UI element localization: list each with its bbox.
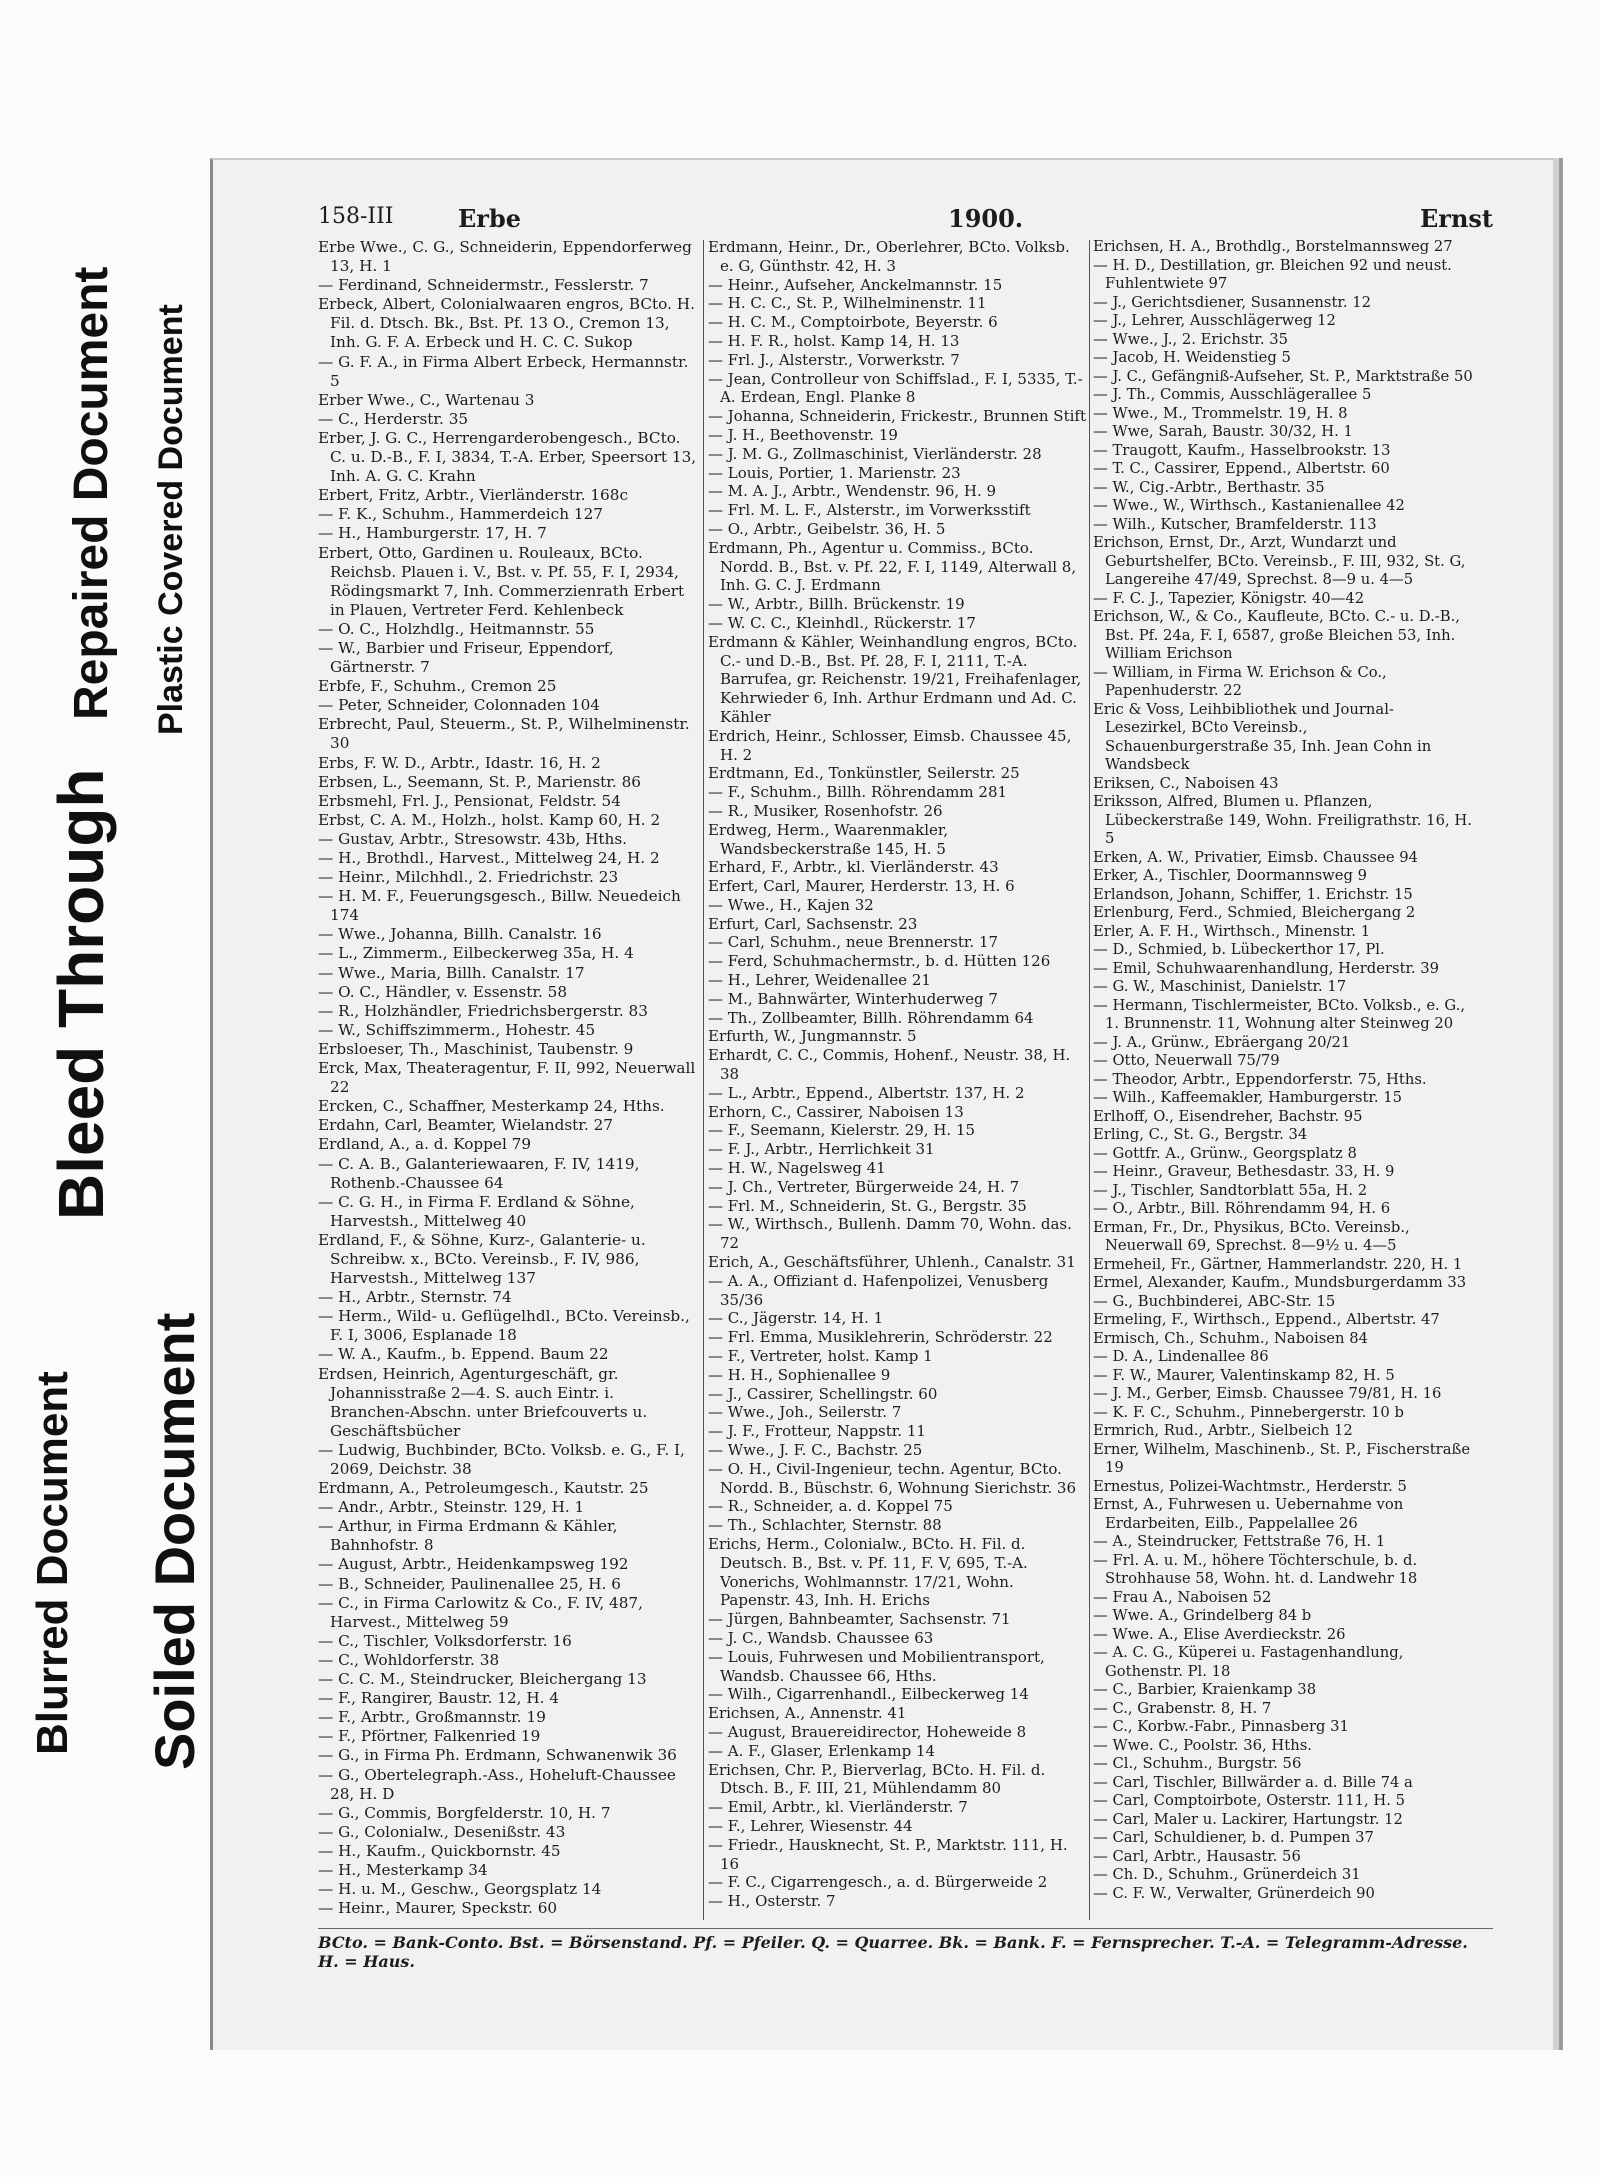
directory-entry: — Wwe., W., Wirthsch., Kastanienallee 42 bbox=[1093, 497, 1405, 514]
directory-entry: Erbsen, L., Seemann, St. P., Marienstr. 86 bbox=[318, 772, 641, 791]
directory-entry: — Wilh., Cigarrenhandl., Eilbeckerweg 14 bbox=[708, 1685, 1029, 1704]
directory-entry: — Frl. A. u. M., höhere Töchterschule, b. d. Strohhause 58, Wohn. ht. d. Landwehr 18 bbox=[1093, 1551, 1418, 1587]
directory-entry: — Jacob, H. Weidenstieg 5 bbox=[1093, 349, 1291, 366]
directory-entry: — F., Schuhm., Billh. Röhrendamm 281 bbox=[708, 783, 1008, 802]
directory-entry: — A. A., Offiziant d. Hafenpolizei, Venusberg 35/36 bbox=[708, 1271, 1049, 1309]
directory-entry: Erichsen, Chr. P., Bierverlag, BCto. H. Fil. d. Dtsch. B., F. III, 21, Mühlendamm 80 bbox=[708, 1760, 1046, 1798]
directory-entry: — W., Cig.-Arbtr., Berthastr. 35 bbox=[1093, 478, 1325, 496]
directory-entry: — H. C. C., St. P., Wilhelminenstr. 11 bbox=[708, 294, 987, 313]
directory-entry: — W., Schiffszimmerm., Hohestr. 45 bbox=[318, 1020, 596, 1039]
directory-entry: — J., Cassirer, Schellingstr. 60 bbox=[708, 1384, 938, 1403]
label-plastic-covered-document: Plastic Covered Document bbox=[152, 304, 190, 735]
directory-entry: Erber, J. G. C., Herrengarderobengesch., BCto. C. u. D.-B., F. I, 3834, T.-A. Erber, Speersort 13, Inh. A. G. C. Krahn bbox=[318, 428, 697, 486]
directory-entry: Ermisch, Ch., Schuhm., Naboisen 84 bbox=[1093, 1329, 1368, 1347]
directory-entry: Erichsen, A., Annenstr. 41 bbox=[708, 1704, 907, 1723]
directory-entry: — Carl, Tischler, Billwärder a. d. Bille 74 a bbox=[1093, 1773, 1413, 1791]
directory-entry: Erbfe, F., Schuhm., Cremon 25 bbox=[318, 677, 557, 696]
directory-entry: Erdtmann, Ed., Tonkünstler, Seilerstr. 25 bbox=[708, 764, 1020, 783]
directory-entry: — J. F., Frotteur, Nappstr. 11 bbox=[708, 1422, 926, 1441]
directory-entry: Erdmann, Ph., Agentur u. Commiss., BCto. Nordd. B., Bst. v. Pf. 22, F. I, 1149, Alterwall 8, Inh. G. C. J. Erdmann bbox=[708, 538, 1077, 595]
directory-entry: — August, Brauereidirector, Hoheweide 8 bbox=[708, 1722, 1027, 1741]
directory-entry: — H., Hamburgerstr. 17, H. 7 bbox=[318, 524, 547, 543]
directory-entry: Erfurth, W., Jungmannstr. 5 bbox=[708, 1027, 917, 1046]
directory-entry: Erbe Wwe., C. G., Schneiderin, Eppendorferweg 13, H. 1 bbox=[318, 238, 692, 276]
directory-entry: Erling, C., St. G., Bergstr. 34 bbox=[1093, 1126, 1308, 1143]
directory-entry: — Wwe., J. F. C., Bachstr. 25 bbox=[708, 1441, 923, 1459]
directory-entry: Erlandson, Johann, Schiffer, 1. Erichstr. 15 bbox=[1093, 885, 1413, 903]
directory-entry: — Wwe., J., 2. Erichstr. 35 bbox=[1093, 330, 1288, 348]
directory-entry: Erdmann, Heinr., Dr., Oberlehrer, BCto. Volksb. e. G, Günthstr. 42, H. 3 bbox=[708, 238, 1070, 275]
directory-entry: — Ch. D., Schuhm., Grünerdeich 31 bbox=[1093, 1866, 1361, 1883]
directory-entry: — F., Seemann, Kielerstr. 29, H. 15 bbox=[708, 1121, 976, 1140]
directory-entry: — Frl. Emma, Musiklehrerin, Schröderstr. 22 bbox=[708, 1328, 1053, 1347]
directory-entry: Erichs, Herm., Colonialw., BCto. H. Fil. d. Deutsch. B., Bst. v. Pf. 11, F. V, 695, T.-A. Vonerichs, Wohlmannstr. 17/21, Wohn. Papenstr. 43, Inh. H. Erichs bbox=[708, 1534, 1028, 1610]
directory-entry: — G., Buchbinderei, ABC-Str. 15 bbox=[1093, 1292, 1336, 1310]
directory-entry: — G., Obertelegraph.-Ass., Hoheluft-Chaussee 28, H. D bbox=[318, 1765, 676, 1803]
directory-entry: — Louis, Portier, 1. Marienstr. 23 bbox=[708, 463, 961, 482]
directory-entry: — L., Arbtr., Eppend., Albertstr. 137, H. 2 bbox=[708, 1083, 1025, 1102]
directory-entry: — O. H., Civil-Ingenieur, techn. Agentur, BCto. Nordd. B., Büschstr. 6, Wohnung Sierichstr. 36 bbox=[708, 1459, 1076, 1497]
directory-entry: — Wilh., Kaffeemakler, Hamburgerstr. 15 bbox=[1093, 1089, 1402, 1106]
label-soiled-document: Soiled Document bbox=[143, 1312, 206, 1770]
directory-entry: — Jürgen, Bahnbeamter, Sachsenstr. 71 bbox=[708, 1610, 1011, 1629]
directory-entry: Erdmann, A., Petroleumgesch., Kautstr. 25 bbox=[318, 1479, 649, 1498]
directory-entry: — C. C. M., Steindrucker, Bleichergang 13 bbox=[318, 1670, 647, 1689]
directory-entry: — H. M. F., Feuerungsgesch., Billw. Neuedeich 174 bbox=[318, 887, 681, 925]
directory-entry: — F. W., Maurer, Valentinskamp 82, H. 5 bbox=[1093, 1366, 1395, 1384]
directory-entry: — J. Th., Commis, Ausschlägerallee 5 bbox=[1093, 386, 1372, 403]
directory-entry: — K. F. C., Schuhm., Pinnebergerstr. 10 b bbox=[1093, 1403, 1404, 1421]
header-year: 1900. bbox=[948, 204, 1024, 233]
directory-entry: Erdland, A., a. d. Koppel 79 bbox=[318, 1135, 532, 1154]
directory-entry: — F. C. J., Tapezier, Königstr. 40—42 bbox=[1093, 589, 1365, 607]
directory-entry: — Ferd, Schuhmachermstr., b. d. Hütten 126 bbox=[708, 952, 1051, 971]
directory-entry: — H., Lehrer, Weidenallee 21 bbox=[708, 971, 931, 990]
directory-entry: — L., Zimmerm., Eilbeckerweg 35a, H. 4 bbox=[318, 944, 634, 963]
directory-entry: — Heinr., Maurer, Speckstr. 60 bbox=[318, 1899, 558, 1918]
directory-entry: Erlenburg, Ferd., Schmied, Bleichergang 2 bbox=[1093, 904, 1416, 921]
directory-entry: — F. J., Arbtr., Herrlichkeit 31 bbox=[708, 1140, 935, 1159]
directory-entry: Erbs, F. W. D., Arbtr., Idastr. 16, H. 2 bbox=[318, 753, 601, 772]
directory-entry: — F., Rangirer, Baustr. 12, H. 4 bbox=[318, 1689, 560, 1708]
directory-entry: — Friedr., Hausknecht, St. P., Marktstr. 111, H. 16 bbox=[708, 1835, 1068, 1873]
directory-entry: Erlhoff, O., Eisendreher, Bachstr. 95 bbox=[1093, 1107, 1363, 1125]
directory-entry: Erfurt, Carl, Sachsenstr. 23 bbox=[708, 914, 918, 933]
label-repaired-document: Repaired Document bbox=[65, 266, 118, 720]
directory-entry: Eric & Voss, Leihbibliothek und Journal-Lesezirkel, BCto Vereinsb., Schauenburgerstraße 35, Inh. Jean Cohn in Wandsbeck bbox=[1093, 700, 1432, 773]
directory-entry: — W. C. C., Kleinhdl., Rückerstr. 17 bbox=[708, 613, 976, 632]
directory-entry: — B., Schneider, Paulinenallee 25, H. 6 bbox=[318, 1574, 621, 1593]
directory-entry: — J. C., Wandsb. Chaussee 63 bbox=[708, 1628, 934, 1647]
directory-entry: Ercken, C., Schaffner, Mesterkamp 24, Hths. bbox=[318, 1097, 665, 1116]
directory-entry: — Heinr., Milchhdl., 2. Friedrichstr. 23 bbox=[318, 868, 619, 887]
directory-entry: — Carl, Comptoirbote, Osterstr. 111, H. 5 bbox=[1093, 1792, 1406, 1809]
directory-entry: — Wilh., Kutscher, Bramfelderstr. 113 bbox=[1093, 515, 1377, 533]
column-left bbox=[318, 238, 698, 1918]
directory-entry: — C., Herderstr. 35 bbox=[318, 409, 469, 428]
directory-entry: — C., Tischler, Volksdorferstr. 16 bbox=[318, 1631, 572, 1650]
directory-entry: — C., Jägerstr. 14, H. 1 bbox=[708, 1309, 884, 1328]
directory-entry: — W. A., Kaufm., b. Eppend. Baum 22 bbox=[318, 1345, 609, 1364]
label-bleed-through: Bleed Through bbox=[45, 768, 117, 1220]
directory-entry: — Wwe., Maria, Billh. Canalstr. 17 bbox=[318, 963, 585, 982]
directory-entry: — J. Ch., Vertreter, Bürgerweide 24, H. 7 bbox=[708, 1177, 1020, 1196]
directory-entry: — Gustav, Arbtr., Stresowstr. 43b, Hths. bbox=[318, 829, 627, 848]
directory-entry: — F., Arbtr., Großmannstr. 19 bbox=[318, 1708, 546, 1727]
directory-entry: — C., in Firma Carlowitz & Co., F. IV, 487, Harvest., Mittelweg 59 bbox=[318, 1593, 643, 1631]
directory-entry: Erhorn, C., Cassirer, Naboisen 13 bbox=[708, 1102, 964, 1121]
directory-entry: — J. C., Gefängniß-Aufseher, St. P., Marktstraße 50 bbox=[1093, 367, 1473, 385]
directory-entry: — R., Schneider, a. d. Koppel 75 bbox=[708, 1497, 953, 1516]
directory-entry: — Carl, Schuldiener, b. d. Pumpen 37 bbox=[1093, 1829, 1374, 1846]
page-header bbox=[318, 204, 1493, 234]
directory-entry: — H. H., Sophienallee 9 bbox=[708, 1365, 891, 1384]
directory-entry: — C., Wohldorferstr. 38 bbox=[318, 1650, 500, 1669]
directory-entry: — Wwe., M., Trommelstr. 19, H. 8 bbox=[1093, 404, 1348, 422]
directory-entry: — W., Barbier und Friseur, Eppendorf, Gärtnerstr. 7 bbox=[318, 638, 614, 677]
directory-entry: — C. A. B., Galanteriewaaren, F. IV, 1419, Rothenb.-Chaussee 64 bbox=[318, 1154, 640, 1192]
directory-entry: — August, Arbtr., Heidenkampsweg 192 bbox=[318, 1555, 629, 1574]
directory-entry: Erber Wwe., C., Wartenau 3 bbox=[318, 390, 535, 409]
side-labels bbox=[0, 0, 215, 2177]
directory-entry: — D., Schmied, b. Lübeckerthor 17, Pl. bbox=[1093, 941, 1385, 958]
directory-entry: — W., Wirthsch., Bullenh. Damm 70, Wohn. das. 72 bbox=[708, 1215, 1072, 1253]
directory-entry: — Th., Schlachter, Sternstr. 88 bbox=[708, 1516, 942, 1535]
directory-entry: — R., Musiker, Rosenhofstr. 26 bbox=[708, 801, 943, 820]
directory-entry: — F. K., Schuhm., Hammerdeich 127 bbox=[318, 505, 603, 524]
directory-entry: Erner, Wilhelm, Maschinenb., St. P., Fischerstraße 19 bbox=[1093, 1440, 1471, 1476]
directory-entry: — J. H., Beethovenstr. 19 bbox=[708, 425, 898, 444]
directory-entry: — F. C., Cigarrengesch., a. d. Bürgerweide 2 bbox=[708, 1873, 1048, 1892]
directory-entry: — O., Arbtr., Geibelstr. 36, H. 5 bbox=[708, 519, 946, 538]
header-first-name: Erbe bbox=[458, 204, 521, 233]
directory-entry: Ernestus, Polizei-Wachtmstr., Herderstr. 5 bbox=[1093, 1477, 1407, 1495]
directory-entry: — Louis, Fuhrwesen und Mobilientransport, Wandsb. Chaussee 66, Hths. bbox=[708, 1647, 1045, 1685]
directory-entry: — Gottfr. A., Grünw., Georgsplatz 8 bbox=[1093, 1144, 1357, 1162]
directory-entry: — J. A., Grünw., Ebräergang 20/21 bbox=[1093, 1033, 1351, 1051]
directory-entry: — Peter, Schneider, Colonnaden 104 bbox=[318, 696, 600, 715]
directory-entry: — Ferdinand, Schneidermstr., Fesslerstr. 7 bbox=[318, 276, 649, 295]
directory-entry: — O., Arbtr., Bill. Röhrendamm 94, H. 6 bbox=[1093, 1200, 1391, 1217]
directory-entry: Erler, A. F. H., Wirthsch., Minenstr. 1 bbox=[1093, 922, 1371, 940]
directory-entry: — H. W., Nagelsweg 41 bbox=[708, 1159, 886, 1178]
directory-entry: — R., Holzhändler, Friedrichsbergerstr. 83 bbox=[318, 1001, 648, 1020]
directory-entry: — J., Gerichtsdiener, Susannenstr. 12 bbox=[1093, 293, 1372, 311]
directory-entry: — F., Lehrer, Wiesenstr. 44 bbox=[708, 1816, 913, 1835]
directory-entry: — Carl, Schuhm., neue Brennerstr. 17 bbox=[708, 933, 999, 952]
directory-entry: — Emil, Schuhwaarenhandlung, Herderstr. 39 bbox=[1093, 959, 1440, 977]
directory-entry: — Ludwig, Buchbinder, BCto. Volksb. e. G., F. I, 2069, Deichstr. 38 bbox=[318, 1440, 685, 1478]
label-blurred-document: Blurred Document bbox=[28, 1371, 77, 1755]
directory-entry: — Andr., Arbtr., Steinstr. 129, H. 1 bbox=[318, 1498, 585, 1517]
directory-entry: — H., Mesterkamp 34 bbox=[318, 1860, 488, 1879]
directory-entry: — Cl., Schuhm., Burgstr. 56 bbox=[1093, 1755, 1302, 1772]
directory-entry: Erfert, Carl, Maurer, Herderstr. 13, H. 6 bbox=[708, 877, 1015, 896]
directory-entry: Ermeheil, Fr., Gärtner, Hammerlandstr. 220, H. 1 bbox=[1093, 1255, 1463, 1273]
directory-entry: — Wwe., Joh., Seilerstr. 7 bbox=[708, 1403, 902, 1422]
directory-entry: Erman, Fr., Dr., Physikus, BCto. Vereinsb., Neuerwall 69, Sprechst. 8—9½ u. 4—5 bbox=[1093, 1218, 1410, 1254]
directory-entry: Erdweg, Herm., Waarenmakler, Wandsbeckerstraße 145, H. 5 bbox=[708, 820, 949, 858]
directory-entry: — C. F. W., Verwalter, Grünerdeich 90 bbox=[1093, 1884, 1375, 1902]
directory-entry: — C., Grabenstr. 8, H. 7 bbox=[1093, 1699, 1272, 1717]
directory-entry: — William, in Firma W. Erichson & Co., Papenhuderstr. 22 bbox=[1093, 663, 1387, 699]
directory-entry: Eriksen, C., Naboisen 43 bbox=[1093, 774, 1279, 792]
directory-entry: — J., Tischler, Sandtorblatt 55a, H. 2 bbox=[1093, 1181, 1368, 1199]
directory-entry: Erdahn, Carl, Beamter, Wielandstr. 27 bbox=[318, 1116, 614, 1135]
directory-entry: — Carl, Maler u. Lackirer, Hartungstr. 12 bbox=[1093, 1810, 1403, 1828]
directory-entry: — F., Pförtner, Falkenried 19 bbox=[318, 1727, 541, 1746]
directory-entry: — H. C. M., Comptoirbote, Beyerstr. 6 bbox=[708, 313, 998, 332]
directory-entry: — G., Colonialw., Desenißstr. 43 bbox=[318, 1822, 566, 1841]
directory-entry: Ermrich, Rud., Arbtr., Sielbeich 12 bbox=[1093, 1422, 1353, 1439]
directory-entry: — A., Steindrucker, Fettstraße 76, H. 1 bbox=[1093, 1533, 1386, 1550]
directory-entry: Erbsmehl, Frl. J., Pensionat, Feldstr. 54 bbox=[318, 791, 621, 810]
directory-entry: — G. F. A., in Firma Albert Erbeck, Hermannstr. 5 bbox=[318, 352, 689, 390]
directory-page bbox=[210, 158, 1553, 2050]
directory-entry: — O. C., Holzhdlg., Heitmannstr. 55 bbox=[318, 619, 595, 638]
directory-entry: Erbert, Otto, Gardinen u. Rouleaux, BCto. Reichsb. Plauen i. V., Bst. v. Pf. 55, F. I, 2934, Rödingsmarkt 7, Inh. Commerzienrath Erbert in Plauen, Vertreter Ferd. Kehlenbeck bbox=[318, 543, 685, 619]
directory-entry: — H. u. M., Geschw., Georgsplatz 14 bbox=[318, 1880, 602, 1899]
page-number: 158-III bbox=[318, 204, 394, 229]
directory-entry: — D. A., Lindenallee 86 bbox=[1093, 1348, 1269, 1365]
directory-entry: — Wwe. C., Poolstr. 36, Hths. bbox=[1093, 1736, 1312, 1754]
directory-entry: Ermel, Alexander, Kaufm., Mundsburgerdamm 33 bbox=[1093, 1274, 1467, 1291]
header-last-name: Ernst bbox=[1420, 204, 1493, 233]
directory-entry: — Frl. M., Schneiderin, St. G., Bergstr. 35 bbox=[708, 1196, 1027, 1215]
directory-entry: — H., Brothdl., Harvest., Mittelweg 24, H. 2 bbox=[318, 849, 660, 867]
directory-entry: — G., in Firma Ph. Erdmann, Schwanenwik 36 bbox=[318, 1746, 677, 1765]
directory-entry: Erichson, W., & Co., Kaufleute, BCto. C.- u. D.-B., Bst. Pf. 24a, F. I, 6587, große Bleichen 53, Inh. William Erichson bbox=[1093, 608, 1460, 662]
directory-entry: — C. G. H., in Firma F. Erdland & Söhne, Harvestsh., Mittelweg 40 bbox=[318, 1192, 635, 1230]
directory-entry: Erhardt, C. C., Commis, Hohenf., Neustr. 38, H. 38 bbox=[708, 1046, 1071, 1084]
directory-entry: Erbsloeser, Th., Maschinist, Taubenstr. 9 bbox=[318, 1039, 634, 1058]
directory-entry: — Herm., Wild- u. Geflügelhdl., BCto. Vereinsb., F. I, 3006, Esplanade 18 bbox=[318, 1307, 690, 1345]
column-divider bbox=[703, 240, 704, 1920]
directory-entry: Erbert, Fritz, Arbtr., Vierländerstr. 168c bbox=[318, 486, 628, 505]
directory-entry: — G., Commis, Borgfelderstr. 10, H. 7 bbox=[318, 1803, 611, 1822]
directory-entry: Ernst, A., Fuhrwesen u. Uebernahme von Erdarbeiten, Eilb., Pappelallee 26 bbox=[1093, 1496, 1404, 1532]
directory-entry: — F., Vertreter, holst. Kamp 1 bbox=[708, 1347, 933, 1366]
directory-entry: — Hermann, Tischlermeister, BCto. Volksb., e. G., 1. Brunnenstr. 11, Wohnung alter Steinweg 20 bbox=[1093, 996, 1466, 1032]
directory-entry: — A. C. G., Küperei u. Fastagenhandlung, Gothenstr. Pl. 18 bbox=[1093, 1644, 1404, 1680]
directory-entry: — C., Korbw.-Fabr., Pinnasberg 31 bbox=[1093, 1718, 1349, 1735]
directory-entry: Erbrecht, Paul, Steuerm., St. P., Wilhelminenstr. 30 bbox=[318, 715, 690, 753]
directory-entry: Ermeling, F., Wirthsch., Eppend., Albertstr. 47 bbox=[1093, 1311, 1440, 1328]
directory-entry: — Frl. J., Alsterstr., Vorwerkstr. 7 bbox=[708, 350, 960, 369]
directory-entry: — Arthur, in Firma Erdmann & Kähler, Bahnhofstr. 8 bbox=[318, 1517, 618, 1555]
directory-entry: — Frau A., Naboisen 52 bbox=[1093, 1588, 1272, 1606]
directory-entry: — H., Arbtr., Sternstr. 74 bbox=[318, 1288, 512, 1307]
directory-entry: — A. F., Glaser, Erlenkamp 14 bbox=[708, 1741, 936, 1760]
directory-entry: — Th., Zollbeamter, Billh. Röhrendamm 64 bbox=[708, 1008, 1034, 1027]
directory-entry: — M. A. J., Arbtr., Wendenstr. 96, H. 9 bbox=[708, 482, 997, 501]
directory-entry: Erck, Max, Theateragentur, F. II, 992, Neuerwall 22 bbox=[318, 1059, 696, 1097]
directory-entry: — Wwe., Johanna, Billh. Canalstr. 16 bbox=[318, 925, 602, 944]
directory-entry: Erker, A., Tischler, Doormannsweg 9 bbox=[1093, 867, 1368, 884]
directory-entry: — H. F. R., holst. Kamp 14, H. 13 bbox=[708, 331, 960, 350]
directory-entry: — Wwe. A., Grindelberg 84 b bbox=[1093, 1607, 1312, 1624]
directory-entry: — G. W., Maschinist, Danielstr. 17 bbox=[1093, 978, 1347, 995]
directory-entry: Erdsen, Heinrich, Agenturgeschäft, gr. Johannisstraße 2—4. S. auch Eintr. i. Branchen-Abschn. unter Briefcouverts u. Geschäftsbücher bbox=[318, 1364, 648, 1440]
directory-entry: — Wwe, Sarah, Baustr. 30/32, H. 1 bbox=[1093, 423, 1353, 440]
directory-entry: — Wwe. A., Elise Averdieckstr. 26 bbox=[1093, 1625, 1346, 1643]
column-right bbox=[1093, 238, 1473, 1903]
directory-entry: — Traugott, Kaufm., Hasselbrookstr. 13 bbox=[1093, 441, 1391, 459]
directory-entry: — J., Lehrer, Ausschlägerweg 12 bbox=[1093, 312, 1336, 329]
directory-entry: Eriksson, Alfred, Blumen u. Pflanzen, Lübeckerstraße 149, Wohn. Freiligrathstr. 16, H. 5 bbox=[1093, 793, 1472, 847]
directory-entry: — M., Bahnwärter, Winterhuderweg 7 bbox=[708, 989, 998, 1008]
directory-entry: — H., Osterstr. 7 bbox=[708, 1892, 836, 1911]
directory-entry: Erichsen, H. A., Brothdlg., Borstelmannsweg 27 bbox=[1093, 238, 1453, 255]
directory-entry: Erdland, F., & Söhne, Kurz-, Galanterie- u. Schreibw. x., BCto. Vereinsb., F. IV, 986, Harvestsh., Mittelweg 137 bbox=[318, 1230, 646, 1288]
directory-entry: — J. M., Gerber, Eimsb. Chaussee 79/81, H. 16 bbox=[1093, 1385, 1442, 1402]
directory-entry: — Theodor, Arbtr., Eppendorferstr. 75, Hths. bbox=[1093, 1070, 1427, 1088]
directory-entry: Erbeck, Albert, Colonialwaaren engros, BCto. H. Fil. d. Dtsch. Bk., Bst. Pf. 13 O., Cremon 13, Inh. G. F. A. Erbeck und H. C. C. Sukop bbox=[318, 295, 695, 352]
directory-entry: — J. M. G., Zollmaschinist, Vierländerstr. 28 bbox=[708, 444, 1042, 463]
directory-entry: — Jean, Controlleur von Schiffslad., F. I, 5335, T.-A. Erdean, Engl. Planke 8 bbox=[708, 369, 1083, 407]
directory-entry: — Frl. M. L. F., Alsterstr., im Vorwerksstift bbox=[708, 501, 1031, 520]
directory-entry: — Wwe., H., Kajen 32 bbox=[708, 895, 874, 914]
directory-entry: Erdrich, Heinr., Schlosser, Eimsb. Chaussee 45, H. 2 bbox=[708, 726, 1072, 764]
directory-entry: — Emil, Arbtr., kl. Vierländerstr. 7 bbox=[708, 1798, 968, 1817]
abbreviations-footer: BCto. = Bank-Conto. Bst. = Börsenstand. Pf. = Pfeiler. Q. = Quarree. Bk. = Bank. F. = Fernsprecher. T.-A. = Telegramm-Adresse. H. = Haus. bbox=[318, 1928, 1493, 1971]
directory-entry: — Heinr., Graveur, Bethesdastr. 33, H. 9 bbox=[1093, 1163, 1395, 1180]
directory-entry: — O. C., Händler, v. Essenstr. 58 bbox=[318, 982, 568, 1001]
directory-entry: Erichson, Ernst, Dr., Arzt, Wundarzt und Geburtshelfer, BCto. Vereinsb., F. III, 932, St. G, Langereihe 47/49, Sprechst. 8—9 u. 4—5 bbox=[1093, 534, 1466, 588]
directory-entry: — Heinr., Aufseher, Anckelmannstr. 15 bbox=[708, 275, 1003, 294]
directory-entry: — C., Barbier, Kraienkamp 38 bbox=[1093, 1681, 1317, 1698]
directory-entry: — T. C., Cassirer, Eppend., Albertstr. 60 bbox=[1093, 460, 1390, 477]
directory-entry: — Otto, Neuerwall 75/79 bbox=[1093, 1052, 1280, 1069]
directory-entry: — W., Arbtr., Billh. Brückenstr. 19 bbox=[708, 595, 965, 614]
directory-entry: Erhard, F., Arbtr., kl. Vierländerstr. 43 bbox=[708, 858, 999, 877]
directory-entry: Erbst, C. A. M., Holzh., holst. Kamp 60, H. 2 bbox=[318, 810, 661, 829]
directory-entry: Erdmann & Kähler, Weinhandlung engros, BCto. C.- und D.-B., Bst. Pf. 28, F. I, 2111, T.-A. Barrufea, gr. Reichenstr. 19/21, Freihafenlager, Kehrwieder 6, Inh. Arthur Erdmann und Ad. C. Kähler bbox=[708, 632, 1082, 726]
directory-entry: Erken, A. W., Privatier, Eimsb. Chaussee 94 bbox=[1093, 848, 1419, 866]
directory-entry: — H., Kaufm., Quickbornstr. 45 bbox=[318, 1841, 561, 1860]
column-middle bbox=[708, 238, 1088, 1911]
directory-entry: Erich, A., Geschäftsführer, Uhlenh., Canalstr. 31 bbox=[708, 1253, 1076, 1272]
directory-entry: — Johanna, Schneiderin, Frickestr., Brunnen Stift bbox=[708, 407, 1086, 426]
column-divider bbox=[1089, 240, 1090, 1920]
directory-entry: — H. D., Destillation, gr. Bleichen 92 und neust. Fuhlentwiete 97 bbox=[1093, 256, 1452, 292]
directory-entry: — Carl, Arbtr., Hausastr. 56 bbox=[1093, 1847, 1301, 1865]
